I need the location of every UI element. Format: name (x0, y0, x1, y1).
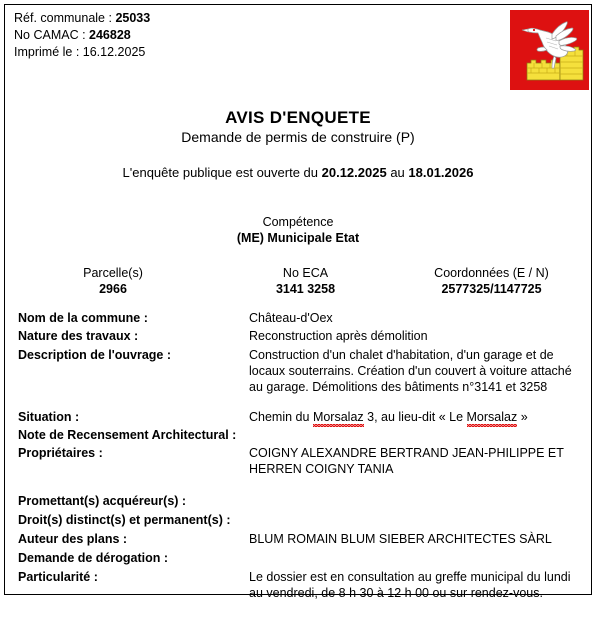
label-nature-travaux: Nature des travaux : (18, 329, 139, 343)
row-promettants (5, 493, 593, 512)
enquete-date-end: 18.01.2026 (408, 165, 474, 180)
row-proprietaires (5, 445, 593, 493)
label-proprietaires: Propriétaires : (18, 446, 103, 460)
page-title: AVIS D'ENQUETE (225, 108, 371, 127)
value-description-ouvrage: Construction d'un chalet d'habitation, d'un garage et de locaux souterrains. Création d'un couvert à voiture attaché au garage. Démolitions des bâtiments n°3141 et 3258 (249, 348, 572, 394)
page-subtitle: Demande de permis de construire (P) (181, 129, 415, 145)
column-coordonnees (398, 266, 585, 297)
ref-communale-label: Réf. communale : (14, 11, 112, 25)
row-note-recensement (5, 427, 593, 445)
value-nature-travaux: Reconstruction après démolition (249, 329, 428, 343)
ref-communale-value: 25033 (115, 11, 151, 25)
value-nom-commune: Château-d'Oex (249, 311, 333, 325)
label-auteur-plans: Auteur des plans : (18, 532, 128, 546)
label-note-recensement: Note de Recensement Architectural : (18, 428, 237, 442)
row-situation (5, 409, 593, 427)
row-description-ouvrage (5, 347, 593, 409)
column-no-eca-value: 3141 3258 (275, 282, 336, 296)
label-demande-derogation: Demande de dérogation : (18, 551, 169, 565)
label-nom-commune: Nom de la commune : (18, 311, 148, 325)
situation-suffix: » (517, 410, 528, 424)
info-columns (13, 266, 585, 297)
column-parcelle-label: Parcelle(s) (83, 266, 143, 280)
situation-prefix: Chemin du (249, 410, 313, 424)
label-droits-distincts: Droit(s) distinct(s) et permanent(s) : (18, 513, 231, 527)
coat-of-arms-icon (509, 9, 590, 91)
situation-misspelled-word-1: Morsalaz (312, 410, 364, 424)
competence-label: Compétence (262, 215, 334, 229)
row-demande-derogation (5, 550, 593, 569)
row-droits-distincts (5, 512, 593, 531)
column-parcelle (13, 266, 213, 297)
document-page (4, 4, 592, 600)
value-situation (249, 409, 593, 425)
no-camac-line (14, 27, 150, 44)
imprime-value: 16.12.2025 (82, 45, 146, 59)
value-particularite: Le dossier est en consultation au greffe municipal du lundi au vendredi, de 8 h 30 à 12 h 00 ou sur rendez-vous. (249, 570, 571, 600)
enquete-middle: au (386, 165, 409, 180)
label-situation: Situation : (18, 410, 80, 424)
situation-middle: 3, au lieu-dit « Le (363, 410, 467, 424)
label-description-ouvrage: Description de l'ouvrage : (18, 348, 172, 362)
header-reference-block (14, 10, 150, 61)
column-no-eca-label: No ECA (282, 266, 329, 280)
column-coordonnees-value: 2577325/1147725 (441, 282, 542, 296)
situation-misspelled-word-2: Morsalaz (466, 410, 518, 424)
no-camac-label: No CAMAC : (14, 28, 86, 42)
label-promettants: Promettant(s) acquéreur(s) : (18, 494, 187, 508)
detail-rows (5, 310, 593, 621)
row-particularite (5, 569, 593, 621)
competence-value: (ME) Municipale Etat (236, 231, 360, 245)
no-camac-value: 246828 (89, 28, 131, 42)
imprime-line (14, 44, 150, 61)
enquete-date-start: 20.12.2025 (321, 165, 387, 180)
column-coordonnees-label: Coordonnées (E / N) (434, 266, 549, 280)
column-no-eca (213, 266, 398, 297)
enquete-prefix: L'enquête publique est ouverte du (122, 165, 322, 180)
row-nature-travaux (5, 328, 593, 347)
value-proprietaires: COIGNY ALEXANDRE BERTRAND JEAN-PHILIPPE ET HERREN COIGNY TANIA (249, 446, 564, 476)
column-parcelle-value: 2966 (99, 282, 127, 296)
row-auteur-plans (5, 531, 593, 550)
enquete-period-line (5, 165, 591, 180)
label-particularite: Particularité : (18, 570, 98, 584)
ref-communale-line (14, 10, 150, 27)
imprime-label: Imprimé le : (14, 45, 80, 59)
value-auteur-plans: BLUM ROMAIN BLUM SIEBER ARCHITECTES SÀRL (249, 532, 552, 546)
row-nom-commune (5, 310, 593, 328)
